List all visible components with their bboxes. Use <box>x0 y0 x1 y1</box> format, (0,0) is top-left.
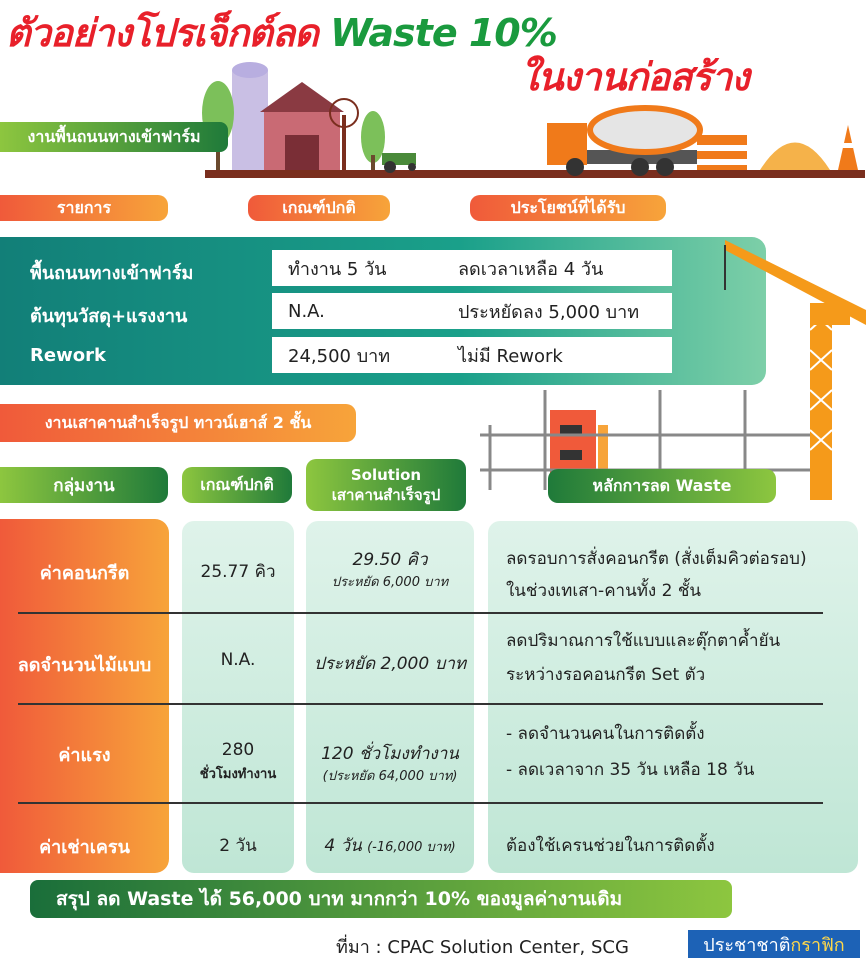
row-divider <box>18 612 823 614</box>
row-label: พื้นถนนทางเข้าฟาร์ม <box>30 263 194 284</box>
principle-crane: ต้องใช้เครนช่วยในการติดตั้ง <box>506 836 715 856</box>
normal-concrete: 25.77 คิว <box>200 562 276 582</box>
summary-banner: สรุป ลด Waste ได้ 56,000 บาท มากกว่า 10% ของมูลค่างานเดิม <box>30 880 732 918</box>
traffic-cone-icon <box>838 125 858 170</box>
row-divider <box>18 802 823 804</box>
header-group: กลุ่มงาน <box>0 467 168 503</box>
principle-formwork-2: ระหว่างรอคอนกรีต Set ตัว <box>506 665 706 685</box>
header-solution-l2: เสาคานสำเร็จรูป <box>331 486 441 504</box>
normal-formwork: N.A. <box>220 650 256 670</box>
solution-formwork: ประหยัด 2,000 บาท <box>313 654 467 674</box>
solution-concrete-saving: ประหยัด 6,000 บาท <box>331 575 449 590</box>
header-solution-l1: Solution <box>350 466 422 484</box>
principle-formwork-1: ลดปริมาณการใช้แบบและตุ๊กตาค้ำยัน <box>506 631 781 651</box>
normal-labor-unit: ชั่วโมงทำงาน <box>199 767 277 782</box>
road-strip <box>205 170 865 178</box>
publisher-badge <box>688 930 860 958</box>
header-normal: เกณฑ์ปกติ <box>248 195 390 221</box>
solution-crane-days: 4 วัน <box>324 836 362 856</box>
title-part1: ตัวอย่างโปรเจ็กต์ลด <box>6 11 331 55</box>
crane-illustration <box>480 215 866 505</box>
publisher-name: ประชาชาติ <box>703 934 791 956</box>
solution-crane-cost: (-16,000 บาท) <box>367 840 456 855</box>
principle-concrete-2: ในช่วงเทเสา-คานทั้ง 2 ชั้น <box>506 581 702 601</box>
header-benefit: ประโยชน์ที่ได้รับ <box>470 195 666 221</box>
silo-icon <box>232 62 268 170</box>
solution-labor-saving: (ประหยัด 64,000 บาท) <box>322 769 458 784</box>
cell-benefit: ไม่มี Rework <box>458 345 563 367</box>
group-crane: ค่าเช่าเครน <box>39 837 130 858</box>
header-principle: หลักการลด Waste <box>548 469 776 503</box>
section2-banner: งานเสาคานสำเร็จรูป ทาวน์เฮาส์ 2 ชั้น <box>0 404 356 442</box>
mixer-truck-icon <box>547 108 707 176</box>
header-solution <box>306 459 466 511</box>
header-normal-2: เกณฑ์ปกติ <box>182 467 292 503</box>
row-label: ต้นทุนวัสดุ+แรงงาน <box>30 306 188 327</box>
normal-crane: 2 วัน <box>219 836 257 856</box>
page-title <box>6 2 557 63</box>
barrier-icon <box>697 135 747 170</box>
sand-pile-icon <box>760 143 830 171</box>
page-title-line2: ในงานก่อสร้าง <box>520 55 749 99</box>
principle-labor-2: - ลดเวลาจาก 35 วัน เหลือ 18 วัน <box>506 760 755 780</box>
publisher-section: กราฟิก <box>790 934 845 956</box>
normal-labor-hours: 280 <box>221 740 255 760</box>
group-labor: ค่าแรง <box>58 745 111 766</box>
row-divider <box>18 703 823 705</box>
cell-normal: N.A. <box>288 300 325 322</box>
solution-labor: 120 ชั่วโมงทำงาน <box>321 744 459 764</box>
row-label: Rework <box>30 345 106 366</box>
title-part2: Waste 10% <box>330 11 557 55</box>
tree-icon-2 <box>361 111 385 170</box>
header-item: รายการ <box>0 195 168 221</box>
principle-column <box>488 521 858 873</box>
solution-crane <box>306 832 474 859</box>
group-formwork: ลดจำนวนไม้แบบ <box>17 655 152 676</box>
principle-concrete-1: ลดรอบการสั่งคอนกรีต (สั่งเต็มคิวต่อรอบ) <box>506 549 807 569</box>
group-concrete: ค่าคอนกรีต <box>39 563 130 584</box>
cell-normal: ทำงาน 5 วัน <box>288 258 387 280</box>
source-credit: ที่มา : CPAC Solution Center, SCG <box>336 937 629 958</box>
barn-icon <box>260 82 344 170</box>
cell-benefit: ประหยัดลง 5,000 บาท <box>458 301 640 323</box>
principle-labor-1: - ลดจำนวนคนในการติดตั้ง <box>506 724 705 744</box>
solution-concrete: 29.50 คิว <box>352 550 428 570</box>
cell-normal: 24,500 บาท <box>288 345 391 367</box>
section1-banner: งานพื้นถนนทางเข้าฟาร์ม <box>0 122 228 152</box>
cell-benefit: ลดเวลาเหลือ 4 วัน <box>458 258 604 280</box>
scene-illustration <box>0 55 866 180</box>
